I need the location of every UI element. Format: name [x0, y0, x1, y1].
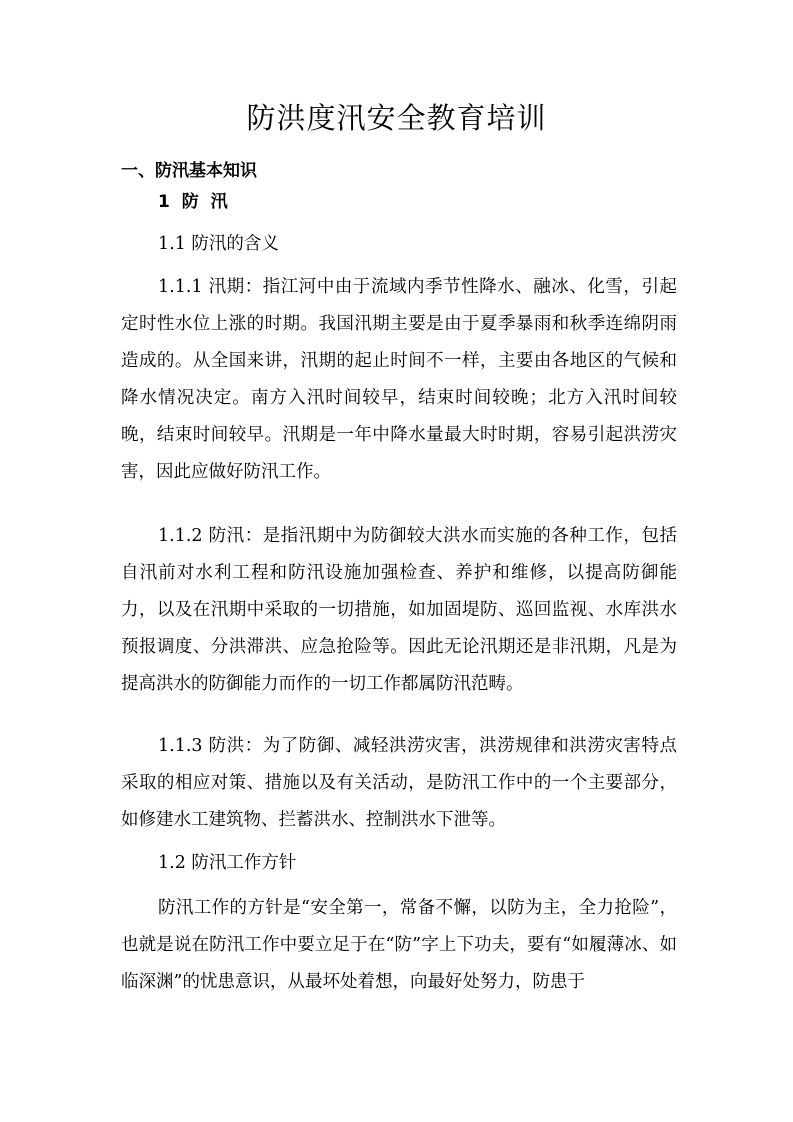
subsection-heading-1-2: 1.2 防汛工作方针 [158, 853, 297, 873]
paragraph-1-2: 防汛工作的方针是“安全第一，常备不懈，以防为主，全力抢险”，也就是说在防汛工作中要立足于在“防”字上下功夫，要有“如履薄冰、如临深渊”的忧患意识，从最坏处着想，向最好处努力，防患于 [121, 898, 677, 992]
section-heading-1: 一、防汛基本知识 [121, 161, 257, 181]
section-heading-1-1: 1 防 汛 [158, 192, 228, 212]
document-title: 防洪度汛安全教育培训 [246, 101, 547, 135]
subsection-heading-1-1: 1.1 防汛的含义 [158, 234, 279, 254]
paragraph-1-1-3: 1.1.3 防洪：为了防御、减轻洪涝灾害，洪涝规律和洪涝灾害特点采取的相应对策、措施以及有关活动，是防汛工作中的一个主要部分，如修建水工建筑物、拦蓄洪水、控制洪水下泄等。 [121, 736, 677, 830]
paragraph-1-1-1: 1.1.1 汛期：指江河中由于流域内季节性降水、融冰、化雪，引起定时性水位上涨的时期。我国汛期主要是由于夏季暴雨和秋季连绵阴雨造成的。从全国来讲，汛期的起止时间不一样，主要由各地区的气候和降水情况决定。南方入汛时间较早，结束时间较晚；北方入汛时间较晚，结束时间较早。汛期是一年中降水量最大时时期，容易引起洪涝灾害，因此应做好防汛工作。 [121, 277, 677, 482]
paragraph-1-1-2: 1.1.2 防汛：是指汛期中为防御较大洪水而实施的各种工作，包括自汛前对水利工程和防汛设施加强检查、养护和维修，以提高防御能力，以及在汛期中采取的一切措施，如加固堤防、巡回监视、水库洪水预报调度、分洪滞洪、应急抢险等。因此无论汛期还是非汛期，凡是为提高洪水的防御能力而作的一切工作都属防汛范畴。 [121, 526, 677, 694]
